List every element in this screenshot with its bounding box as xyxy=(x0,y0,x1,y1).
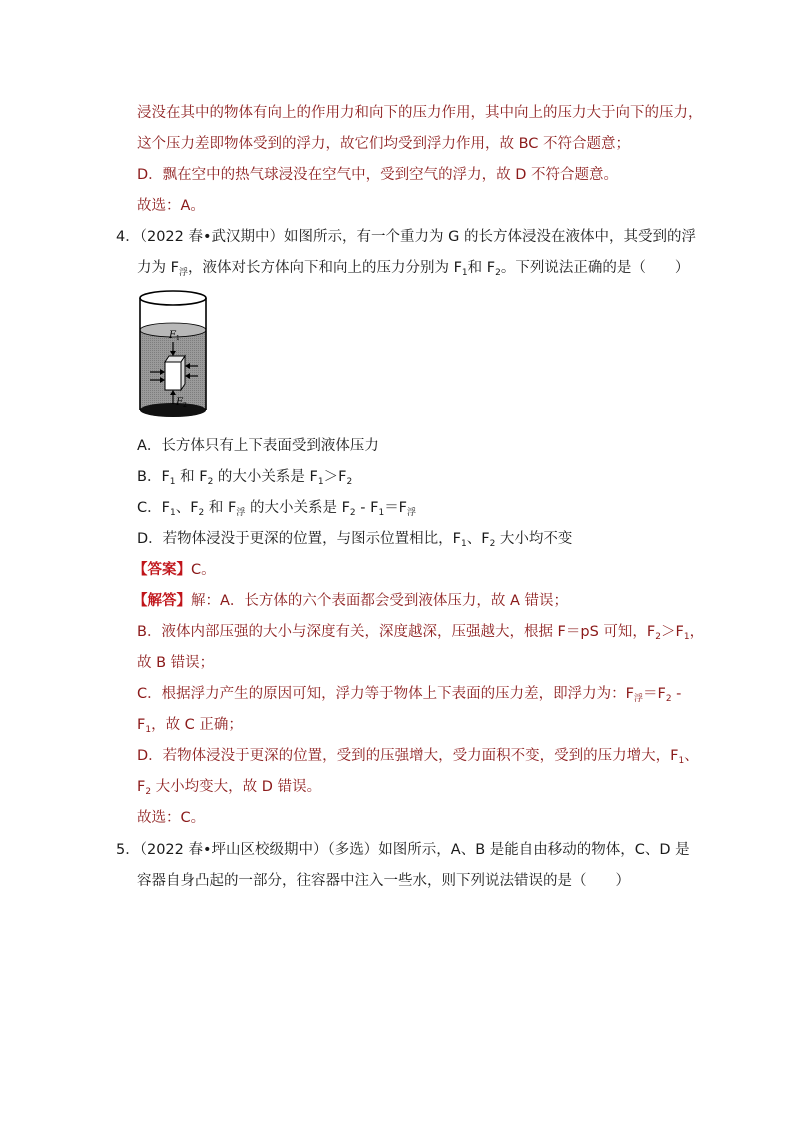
label-f2-sub: 2 xyxy=(183,402,187,409)
text-line: 这个压力差即物体受到的浮力，故它们均受到浮力作用，故 BC 不符合题意； xyxy=(137,136,631,152)
analysis-c-cont: $F_1$，故 C 正确； xyxy=(137,717,243,735)
analysis-b: B．液体内部压强的大小与深度有关，深度越深，压强越大，根据 F＝pS 可知，$F_2>F_1$， xyxy=(137,624,705,642)
question-4-stem: 4．（2022 春•武汉期中）如图所示，有一个重力为 G 的长方体浸没在液体中，其受到的浮 xyxy=(116,229,696,245)
option-b: B．$F_1$ 和 $F_2$ 的大小关系是 $F_1>F_2$ xyxy=(137,469,353,487)
label-f1: F xyxy=(169,330,176,341)
question-4-stem-cont: 力为 $F_浮$，液体对长方体向下和向上的压力分别为 $F_1$和 $F_2$。下列说法正确的是（ ） xyxy=(137,260,690,278)
text-line: 故选：A。 xyxy=(137,198,205,214)
analysis-d: D．若物体浸没于更深的位置，受到的压强增大，受力面积不变，受到的压力增大，$F_1$、 xyxy=(137,748,699,766)
analysis-d-cont: $F_2$ 大小均变大，故 D 错误。 xyxy=(137,779,322,797)
option-a: A．长方体只有上下表面受到液体压力 xyxy=(137,438,379,454)
choose-line: 故选：C。 xyxy=(137,810,206,826)
question-5-stem: 5．（2022 春•坪山区校级期中）（多选）如图所示，A、B 是能自由移动的物体，C、D 是 xyxy=(116,842,690,858)
label-f2: F xyxy=(176,397,183,408)
question-5-stem-cont: 容器自身凸起的一部分，往容器中注入一些水，则下列说法错误的是（ ） xyxy=(137,873,630,889)
text-line: 浸没在其中的物体有向上的作用力和向下的压力作用，其中向上的压力大于向下的压力， xyxy=(137,105,703,121)
option-d: D．若物体浸没于更深的位置，与图示位置相比，$F_1$、$F_2$ 大小均不变 xyxy=(137,531,573,549)
analysis-c: C．根据浮力产生的原因可知，浮力等于物体上下表面的压力差，即浮力为：$F_浮=F_2$ - xyxy=(137,686,682,704)
option-c: C．$F_1$、$F_2$ 和 $F_浮$ 的大小关系是 $F_2 - F_1=F_浮$ xyxy=(137,500,417,518)
label-f1-sub: 1 xyxy=(176,335,180,342)
analysis-b-cont: 故 B 错误； xyxy=(137,655,215,671)
text-line: D．飘在空中的热气球浸没在空气中，受到空气的浮力，故 D 不符合题意。 xyxy=(137,167,619,183)
cylinder-figure xyxy=(136,286,210,424)
answer-line: 【答案】C。 xyxy=(133,562,216,578)
analysis-line: 【解答】解：A．长方体的六个表面都会受到液体压力，故 A 错误； xyxy=(133,593,569,609)
